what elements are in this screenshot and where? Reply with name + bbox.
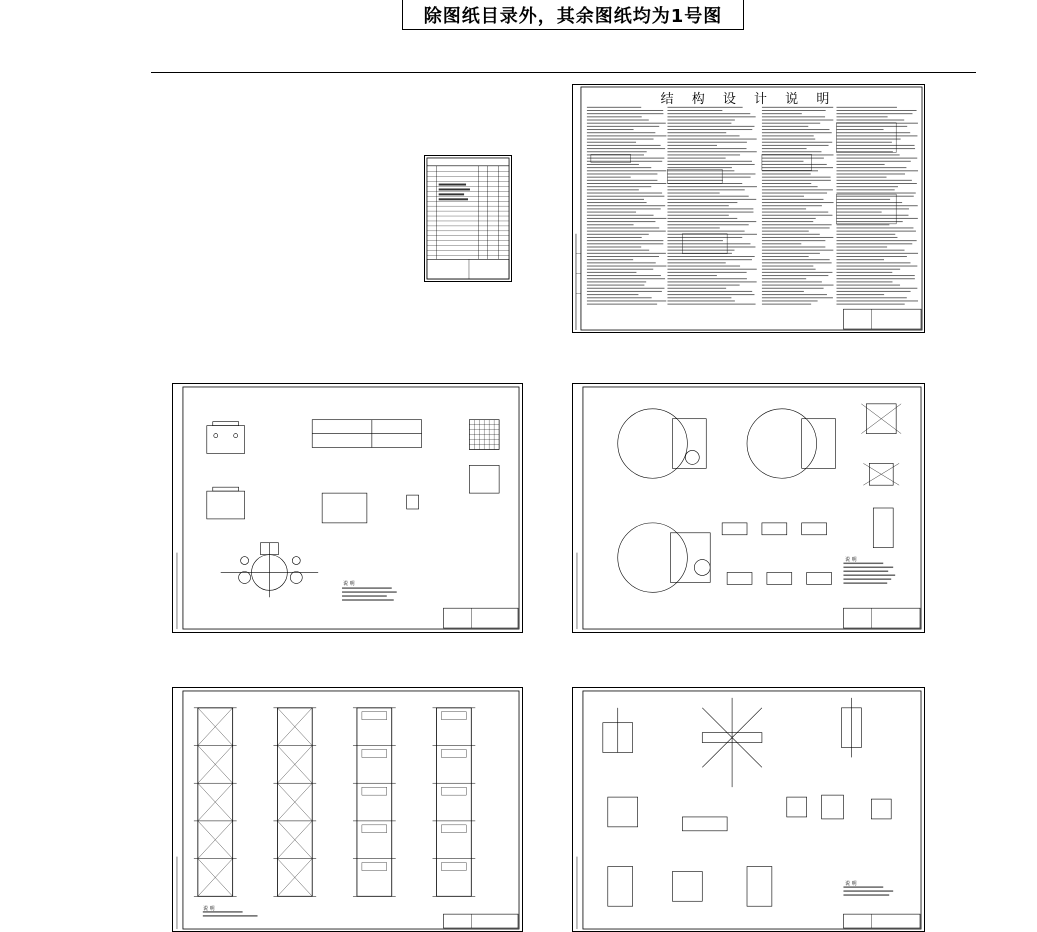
design-notes-title: 结 构 设 计 说 明	[660, 92, 837, 107]
nodes2-notes-label: 说 明	[845, 881, 857, 887]
nodes1-notes-label: 说 明	[845, 557, 857, 563]
plan-details-sheet[interactable]	[172, 383, 523, 633]
node-details-drawing-1	[573, 384, 924, 632]
node-details-drawing-2	[573, 688, 924, 931]
page-divider	[151, 72, 976, 73]
elevations-drawing	[173, 688, 522, 931]
drawing-index-table	[425, 156, 511, 281]
node-details-sheet-1[interactable]	[572, 383, 925, 633]
node-details-sheet-2[interactable]	[572, 687, 925, 932]
design-notes-sheet[interactable]	[572, 84, 925, 333]
drawing-format-banner	[402, 0, 744, 30]
plan-notes-label: 说 明	[343, 581, 355, 587]
design-notes-drawing	[573, 85, 924, 332]
elev-notes-label: 说 明	[203, 906, 215, 912]
banner-text: 除图纸目录外，其余图纸均为1号图	[423, 5, 723, 27]
plan-details-drawing	[173, 384, 522, 632]
elevations-sheet[interactable]	[172, 687, 523, 932]
drawing-index-sheet[interactable]	[424, 155, 512, 282]
